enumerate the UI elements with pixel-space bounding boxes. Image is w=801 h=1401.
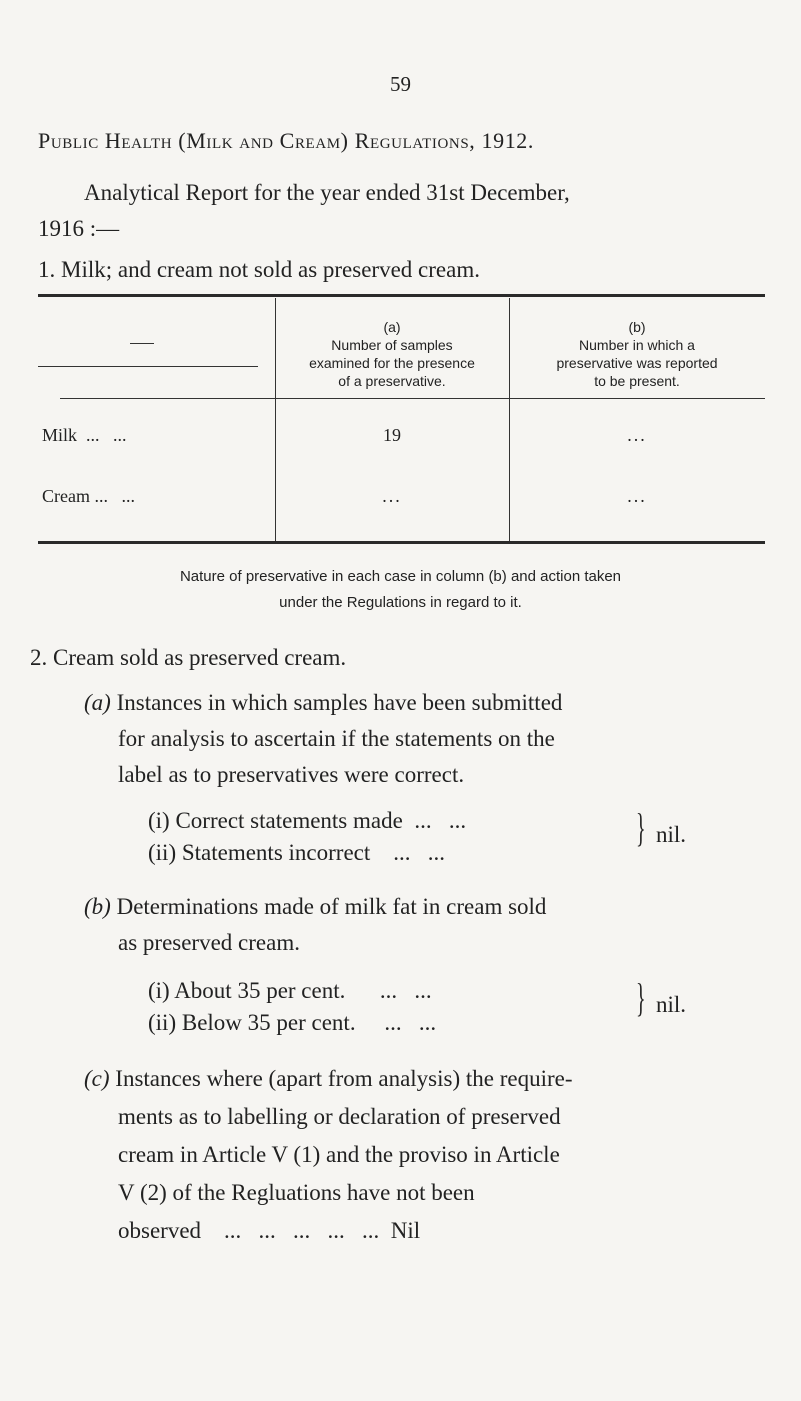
col-b-line2: preservative was reported — [556, 355, 718, 371]
section-1-heading: 1. Milk; and cream not sold as preserved cream. — [38, 257, 480, 282]
section-2b-item-2: (ii) Below 35 per cent. ... ... — [148, 1010, 437, 1035]
section-2b-line-2: as preserved cream. — [118, 930, 300, 955]
table-top-rule — [38, 294, 765, 297]
brace-icon: } — [636, 805, 646, 850]
stub-dash — [130, 343, 154, 344]
col-a-label: (a) — [383, 319, 401, 335]
section-2b-item-1: (i) About 35 per cent. ... ... — [148, 978, 432, 1003]
col-a-line3: of a preservative. — [338, 373, 446, 389]
section-2c-text-1: Instances where (apart from analysis) the require- — [109, 1066, 573, 1091]
col-a-line1: Number of samples — [331, 337, 453, 353]
header-bottom-rule — [60, 398, 765, 399]
section-2a-text-1: Instances in which samples have been submitted — [110, 690, 563, 715]
header-stub-rule — [38, 366, 258, 367]
page-number: 59 — [390, 72, 411, 96]
col-a-line2: examined for the presence — [309, 355, 475, 371]
section-2c-line-4: V (2) of the Regluations have not been — [118, 1180, 475, 1205]
col-b-line3: to be present. — [594, 373, 680, 389]
col-a-header — [278, 318, 506, 390]
section-2c-line-2: ments as to labelling or declaration of preserved — [118, 1104, 561, 1129]
table-divider-1 — [275, 298, 276, 542]
note-line-2: under the Regulations in regard to it. — [279, 594, 522, 611]
col-b-label: (b) — [628, 319, 646, 335]
col-b-header — [512, 318, 762, 390]
brace-icon-2: } — [636, 975, 646, 1020]
table-row-label-milk: Milk ... ... — [42, 425, 127, 445]
section-2a-result: nil. — [656, 822, 687, 847]
section-2b-result: nil. — [656, 992, 687, 1017]
intro-line-1: Analytical Report for the year ended 31st December, — [84, 180, 570, 205]
intro-line-2: 1916 :— — [38, 216, 120, 241]
page-title: Public Health (Milk and Cream) Regulations, 1912. — [38, 128, 535, 153]
table-bottom-rule — [38, 541, 765, 544]
section-2a-item-1: (i) Correct statements made ... ... — [148, 808, 467, 833]
table-divider-2 — [509, 298, 510, 542]
table-cell-milk-a: 19 — [383, 425, 401, 445]
section-2a-label: (a) — [84, 690, 111, 715]
section-2b-line-1 — [84, 890, 546, 924]
table-cell-cream-a: ... — [382, 486, 402, 506]
table-cell-cream-b: ... — [627, 486, 647, 506]
section-2c-line-1 — [84, 1062, 573, 1096]
section-2a-item-2: (ii) Statements incorrect ... ... — [148, 840, 446, 865]
section-2c-line-5: observed ... ... ... ... ... Nil — [118, 1218, 421, 1243]
section-2a-line-3: label as to preservatives were correct. — [118, 762, 465, 787]
section-2a-line-2: for analysis to ascertain if the statements on the — [118, 726, 555, 751]
section-2c-label: (c) — [84, 1066, 110, 1091]
col-b-line1: Number in which a — [579, 337, 695, 353]
section-2-heading: 2. Cream sold as preserved cream. — [30, 645, 347, 670]
note-line-1: Nature of preservative in each case in column (b) and action taken — [179, 568, 622, 585]
section-2c-line-3: cream in Article V (1) and the proviso in Article — [118, 1142, 560, 1167]
table-cell-milk-b: ... — [627, 425, 647, 445]
table-row-label-cream: Cream ... ... — [42, 486, 135, 506]
section-2b-label: (b) — [84, 894, 111, 919]
section-2b-text-1: Determinations made of milk fat in cream sold — [110, 894, 547, 919]
section-2a-line-1 — [84, 686, 562, 720]
